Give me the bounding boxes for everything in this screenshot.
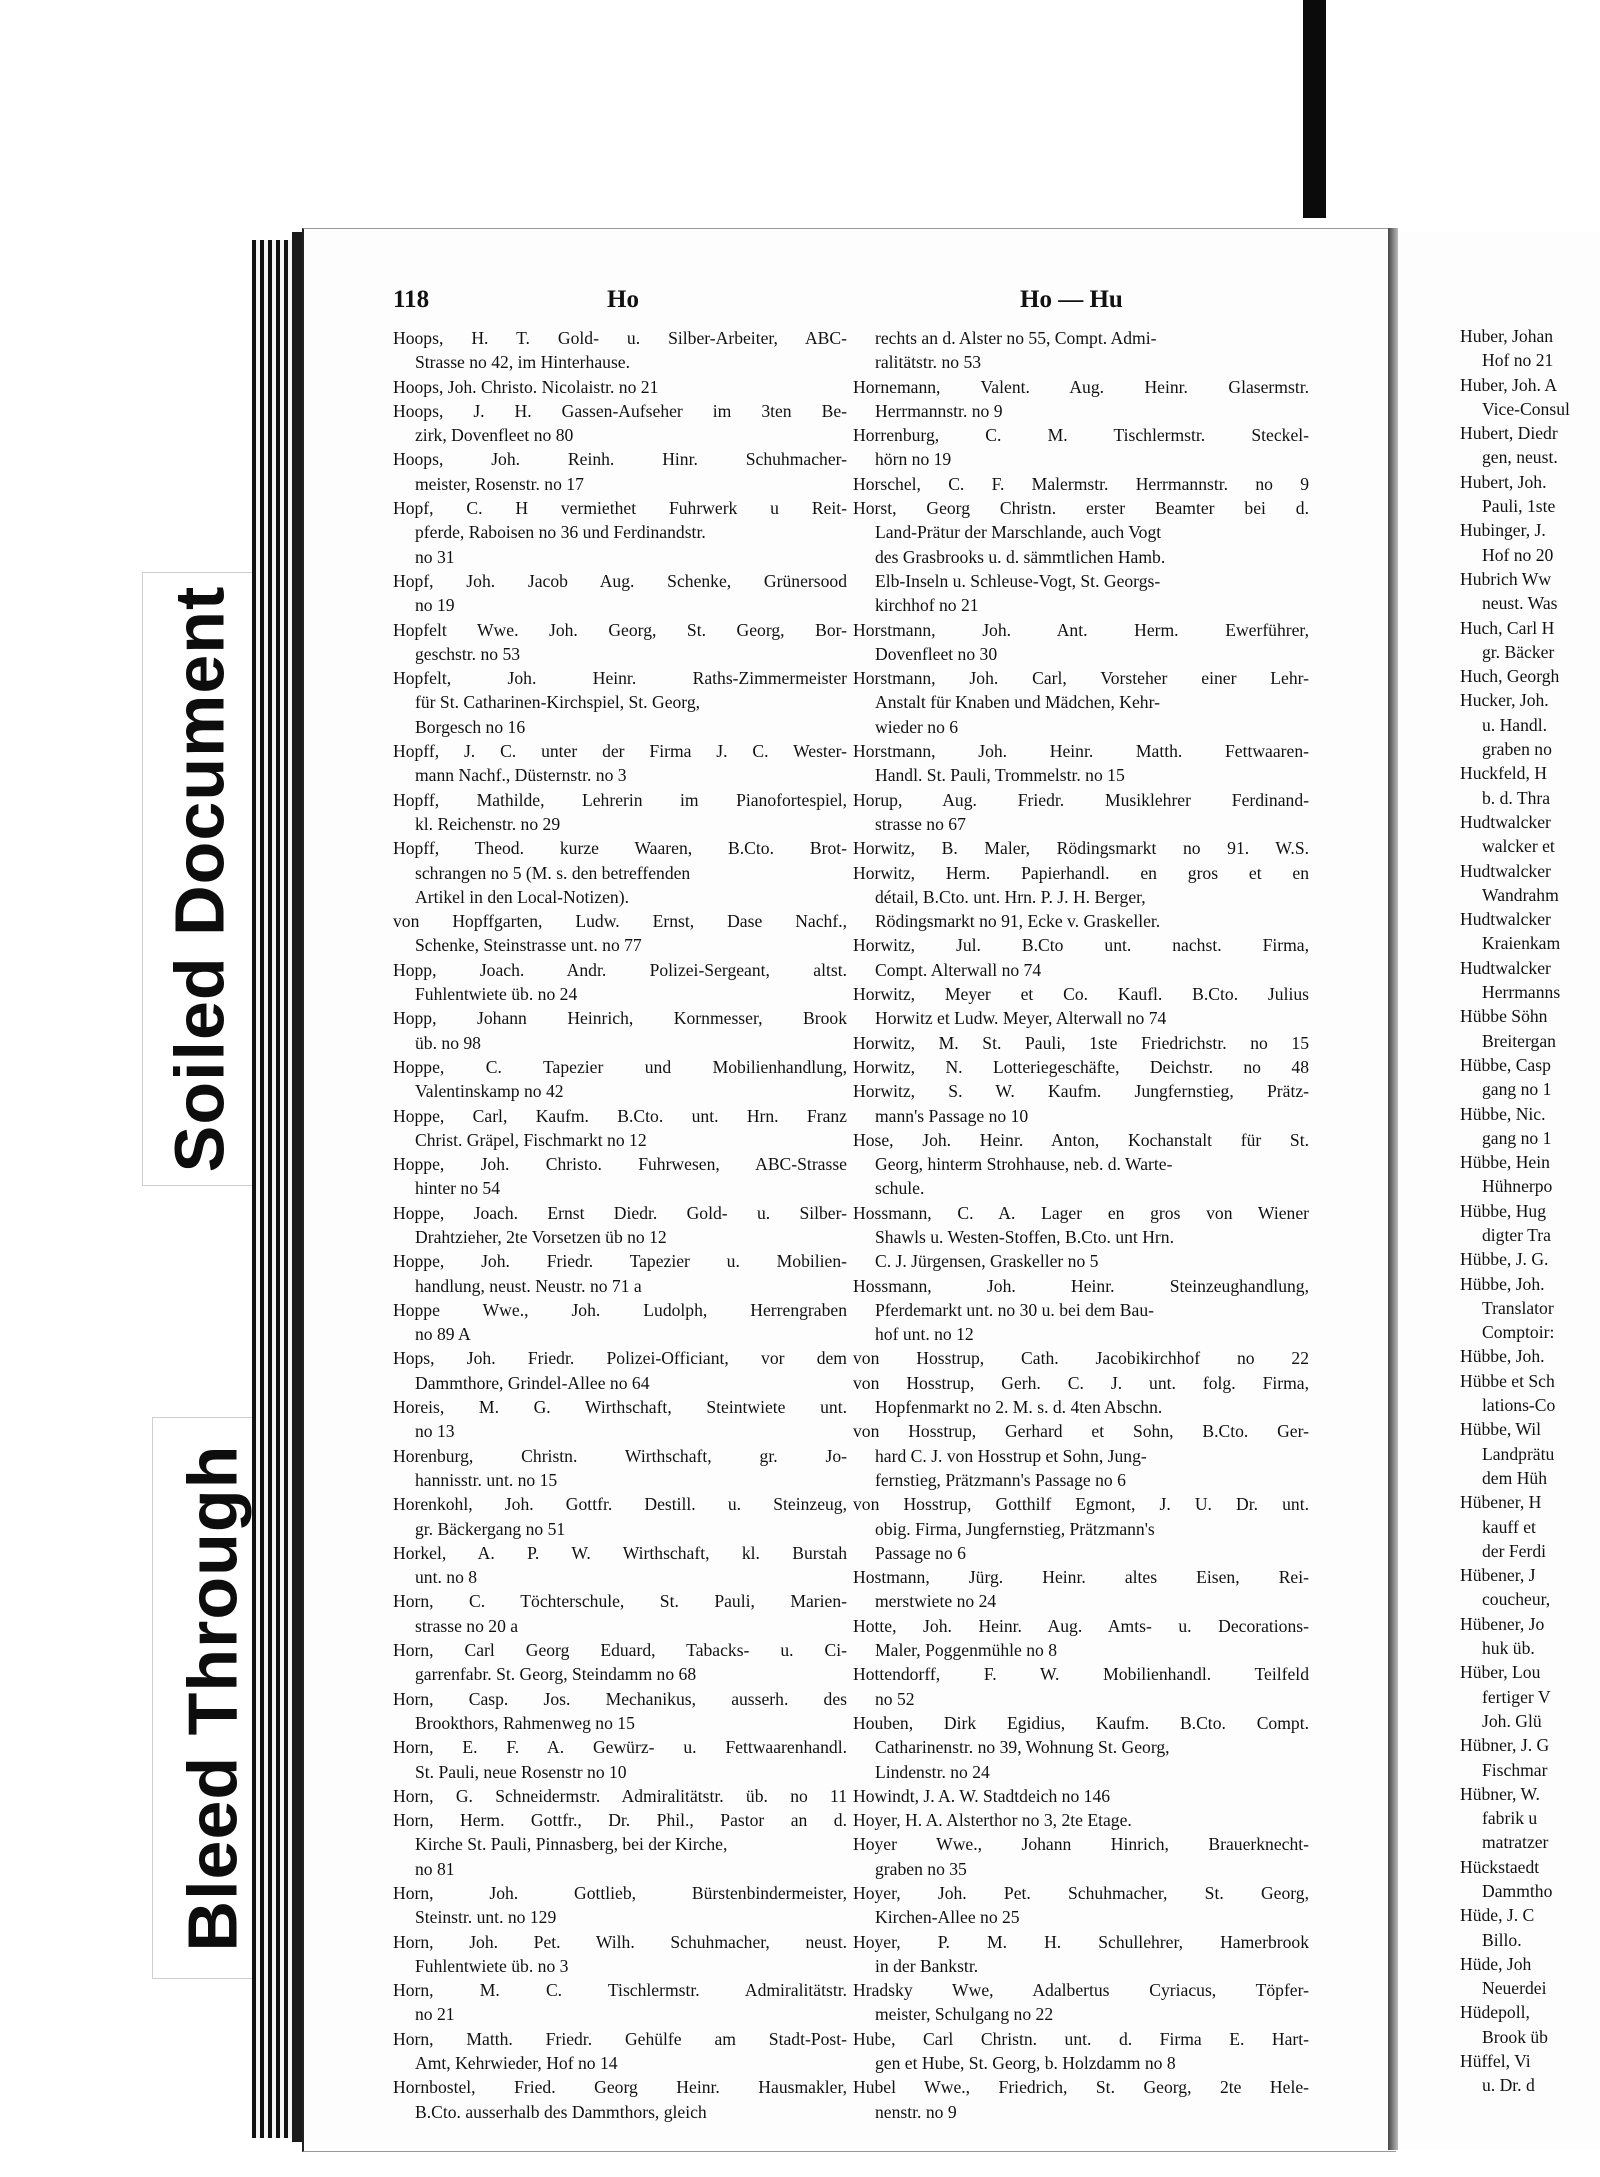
directory-line: Hühnerpo xyxy=(1482,1176,1553,1197)
directory-line: Hradsky Wwe, Adalbertus Cyriacus, Töpfer- xyxy=(853,1980,1309,2001)
directory-line: Breitergan xyxy=(1482,1030,1556,1051)
directory-line: hard C. J. von Hosstrup et Sohn, Jung- xyxy=(875,1445,1147,1466)
directory-line: Horup, Aug. Friedr. Musiklehrer Ferdinand- xyxy=(853,789,1309,810)
directory-line: Horn, Herm. Gottfr., Dr. Phil., Pastor an d. xyxy=(393,1810,847,1831)
directory-line: strasse no 20 a xyxy=(415,1615,519,1636)
directory-line: Handl. St. Pauli, Trommelstr. no 15 xyxy=(875,765,1125,786)
directory-line: ralitätstr. no 53 xyxy=(875,352,982,373)
directory-line: Hoppe, Joh. Friedr. Tapezier u. Mobilien- xyxy=(393,1251,847,1272)
directory-line: Horstmann, Joh. Heinr. Matth. Fettwaaren- xyxy=(853,741,1309,762)
directory-line: Horkel, A. P. W. Wirthschaft, kl. Burstah xyxy=(393,1542,847,1563)
directory-line: huk üb. xyxy=(1482,1638,1535,1659)
directory-line: Land-Prätur der Marschlande, auch Vogt xyxy=(875,522,1162,543)
directory-line: Vice-Consul xyxy=(1482,398,1570,419)
directory-line: Hof no 20 xyxy=(1482,544,1554,565)
directory-line: Dammthore, Grindel-Allee no 64 xyxy=(415,1372,650,1393)
directory-line: kl. Reichenstr. no 29 xyxy=(415,813,561,834)
directory-line: coucheur, xyxy=(1482,1589,1551,1610)
directory-line: Horrenburg, C. M. Tischlermstr. Steckel- xyxy=(853,425,1309,446)
directory-line: Horwitz, B. Maler, Rödingsmarkt no 91. W.S. xyxy=(853,838,1309,859)
directory-line: rechts an d. Alster no 55, Compt. Admi- xyxy=(875,328,1157,348)
directory-line: gr. Bäckergang no 51 xyxy=(415,1518,566,1539)
directory-line: Horn, M. C. Tischlermstr. Admiralitätstr. xyxy=(393,1980,847,2001)
directory-line: obig. Firma, Jungfernstieg, Prätzmann's xyxy=(875,1518,1155,1539)
soiled-document-label xyxy=(142,572,256,1186)
directory-line: gen, neust. xyxy=(1482,447,1558,468)
directory-line: der Ferdi xyxy=(1482,1540,1547,1561)
directory-line: détail, B.Cto. unt. Hrn. P. J. H. Berger, xyxy=(875,886,1146,907)
directory-line: Hoops, Joh. Reinh. Hinr. Schuhmacher- xyxy=(393,449,847,470)
directory-line: geschstr. no 53 xyxy=(415,643,521,664)
directory-line: no 52 xyxy=(875,1688,915,1709)
directory-line: Fischmar xyxy=(1482,1759,1548,1780)
page-number: 118 xyxy=(393,286,430,313)
directory-line: fernstieg, Prätzmann's Passage no 6 xyxy=(875,1469,1126,1490)
directory-line: Huch, Georgh xyxy=(1460,666,1560,687)
directory-line: Hopff, J. C. unter der Firma J. C. Wester- xyxy=(393,741,847,762)
directory-line: Herrmannstr. no 9 xyxy=(875,400,1003,421)
directory-line: Hudtwalcker xyxy=(1460,811,1551,832)
directory-line: Hornbostel, Fried. Georg Heinr. Hausmakler, xyxy=(393,2077,847,2098)
directory-line: Hopff, Theod. kurze Waaren, B.Cto. Brot- xyxy=(393,838,847,859)
directory-line: gang no 1 xyxy=(1482,1079,1552,1100)
directory-line: Horn, Joh. Pet. Wilh. Schuhmacher, neust. xyxy=(393,1931,847,1952)
running-head-left: Ho xyxy=(607,286,639,313)
directory-line: Horeis, M. G. Wirthschaft, Steintwiete unt. xyxy=(393,1397,847,1418)
directory-line: Horst, Georg Christn. erster Beamter bei d. xyxy=(853,498,1309,519)
directory-line: Steinstr. unt. no 129 xyxy=(415,1907,557,1928)
directory-line: Hübener, Jo xyxy=(1460,1613,1545,1634)
directory-line: Hückstaedt xyxy=(1460,1856,1540,1877)
directory-line: Joh. Glü xyxy=(1482,1710,1542,1731)
directory-line: meister, Rosenstr. no 17 xyxy=(415,473,584,494)
directory-line: Herrmanns xyxy=(1482,982,1561,1003)
directory-line: Georg, hinterm Strohhause, neb. d. Warte- xyxy=(875,1154,1173,1175)
directory-line: Horwitz, Herm. Papierhandl. en gros et en xyxy=(853,862,1309,883)
directory-line: no 19 xyxy=(415,595,455,616)
directory-line: Horwitz, Meyer et Co. Kaufl. B.Cto. Julius xyxy=(853,984,1309,1005)
directory-line: Artikel in den Local-Notizen). xyxy=(415,886,629,907)
directory-line: Huckfeld, H xyxy=(1460,763,1547,784)
directory-line: Pauli, 1ste xyxy=(1482,496,1556,517)
directory-line: Hoyer Wwe., Johann Hinrich, Brauerknecht- xyxy=(853,1834,1309,1855)
directory-line: Passage no 6 xyxy=(875,1542,966,1563)
directory-line: Hübbe, Hug xyxy=(1460,1200,1547,1221)
directory-line: Hof no 21 xyxy=(1482,350,1554,371)
directory-line: Hudtwalcker xyxy=(1460,957,1551,978)
directory-column-left xyxy=(393,326,847,2124)
directory-line: Wandrahm xyxy=(1482,884,1559,905)
directory-line: Hossmann, C. A. Lager en gros von Wiener xyxy=(853,1202,1309,1223)
directory-line: Hubel Wwe., Friedrich, St. Georg, 2te Hele- xyxy=(853,2077,1309,2098)
directory-line: Hubrich Ww xyxy=(1460,568,1552,589)
directory-line: Hübener, H xyxy=(1460,1492,1542,1513)
directory-line: B.Cto. ausserhalb des Dammthors, gleich xyxy=(415,2101,707,2122)
directory-line: Horn, E. F. A. Gewürz- u. Fettwaarenhandl. xyxy=(393,1737,847,1758)
directory-line: graben no xyxy=(1482,739,1552,760)
directory-line: Horenkohl, Joh. Gottfr. Destill. u. Steinzeug, xyxy=(393,1494,847,1515)
directory-line: Hüde, Joh xyxy=(1460,1953,1532,1974)
directory-line: von Hosstrup, Gotthilf Egmont, J. U. Dr. unt. xyxy=(853,1494,1309,1515)
directory-line: hof unt. no 12 xyxy=(875,1324,974,1345)
directory-line: fertiger V xyxy=(1482,1686,1551,1707)
directory-line: Hopfelt, Joh. Heinr. Raths-Zimmermeister xyxy=(393,668,847,689)
directory-line: Hübbe, Joh. xyxy=(1460,1273,1545,1294)
directory-line: von Hosstrup, Cath. Jacobikirchhof no 22 xyxy=(853,1348,1309,1369)
directory-line: Rödingsmarkt no 91, Ecke v. Graskeller. xyxy=(875,911,1161,932)
directory-line: Hotte, Joh. Heinr. Aug. Amts- u. Decorations- xyxy=(853,1615,1309,1636)
directory-line: Hübbe, Nic. xyxy=(1460,1103,1546,1124)
directory-line: Drahtzieher, 2te Vorsetzen üb no 12 xyxy=(415,1226,667,1247)
directory-line: Hopff, Mathilde, Lehrerin im Pianofortespiel, xyxy=(393,789,847,810)
directory-line: schrangen no 5 (M. s. den betreffenden xyxy=(415,862,691,883)
directory-line: Hoyer, Joh. Pet. Schuhmacher, St. Georg, xyxy=(853,1883,1309,1903)
directory-line: Borgesch no 16 xyxy=(415,716,526,737)
directory-line: Hubert, Joh. xyxy=(1460,471,1547,492)
directory-line: Hopf, Joh. Jacob Aug. Schenke, Grünersood xyxy=(393,570,847,591)
directory-line: Hopf, C. H vermiethet Fuhrwerk u Reit- xyxy=(393,498,847,519)
directory-line: Horenburg, Christn. Wirthschaft, gr. Jo- xyxy=(393,1445,847,1466)
directory-line: Huber, Joh. A xyxy=(1460,374,1558,395)
directory-line: von Hopffgarten, Ludw. Ernst, Dase Nachf., xyxy=(393,911,847,932)
directory-line: matratzer xyxy=(1482,1832,1549,1853)
directory-line: Amt, Kehrwieder, Hof no 14 xyxy=(415,2053,618,2074)
directory-line: Fuhlentwiete üb. no 24 xyxy=(415,984,578,1005)
directory-line: fabrik u xyxy=(1482,1808,1538,1829)
directory-line: Elb-Inseln u. Schleuse-Vogt, St. Georgs- xyxy=(875,570,1161,591)
directory-line: no 89 A xyxy=(415,1324,471,1345)
directory-line: Hoppe, Carl, Kaufm. B.Cto. unt. Hrn. Franz xyxy=(393,1105,847,1126)
bleed-through-text: Bleed Through xyxy=(173,1444,251,1952)
directory-line: Hops, Joh. Friedr. Polizei-Officiant, vor dem xyxy=(393,1348,847,1369)
directory-line: Hübbe, Hein xyxy=(1460,1152,1550,1173)
directory-line: hörn no 19 xyxy=(875,449,952,470)
directory-line: hannisstr. unt. no 15 xyxy=(415,1469,558,1490)
directory-line: Hüdepoll, xyxy=(1460,2002,1530,2023)
directory-line: Horn, Matth. Friedr. Gehülfe am Stadt-Post- xyxy=(393,2028,847,2049)
directory-line: Horwitz, S. W. Kaufm. Jungfernstieg, Prätz- xyxy=(853,1081,1309,1102)
directory-line: Compt. Alterwall no 74 xyxy=(875,959,1042,980)
directory-line: Shawls u. Westen-Stoffen, B.Cto. unt Hrn. xyxy=(875,1226,1174,1247)
directory-line: walcker et xyxy=(1482,836,1555,857)
directory-line: Lindenstr. no 24 xyxy=(875,1761,990,1782)
directory-line: no 31 xyxy=(415,546,455,567)
directory-line: Billo. xyxy=(1482,1929,1522,1950)
directory-line: Horn, C. Töchterschule, St. Pauli, Marien- xyxy=(393,1591,847,1612)
directory-line: Anstalt für Knaben und Mädchen, Kehr- xyxy=(875,692,1160,713)
directory-line: Hübner, W. xyxy=(1460,1783,1540,1804)
directory-line: Hopfelt Wwe. Joh. Georg, St. Georg, Bor- xyxy=(393,619,847,640)
directory-line: Horn, G. Schneidermstr. Admiralitätstr. üb. no 11 xyxy=(393,1785,847,1806)
directory-line: Hübbe, Wil xyxy=(1460,1419,1542,1440)
directory-line: lations-Co xyxy=(1482,1395,1556,1416)
directory-line: nenstr. no 9 xyxy=(875,2101,957,2122)
directory-line: Landprätu xyxy=(1482,1443,1555,1464)
directory-line: Huch, Carl H xyxy=(1460,617,1555,638)
directory-line: Translator xyxy=(1482,1297,1554,1318)
directory-line: Horn, Casp. Jos. Mechanikus, ausserh. des xyxy=(393,1688,847,1709)
page-gutter xyxy=(1388,228,1398,2150)
directory-line: von Hosstrup, Gerhard et Sohn, B.Cto. Ger- xyxy=(853,1421,1309,1442)
directory-line: Hübbe, J. G. xyxy=(1460,1249,1549,1270)
directory-line: Hübner, J. G xyxy=(1460,1735,1550,1756)
directory-line: digter Tra xyxy=(1482,1224,1551,1245)
directory-line: für St. Catharinen-Kirchspiel, St. Georg, xyxy=(415,692,701,713)
directory-line: Hüffel, Vi xyxy=(1460,2051,1531,2072)
directory-line: Pferdemarkt unt. no 30 u. bei dem Bau- xyxy=(875,1299,1154,1320)
directory-line: Valentinskamp no 42 xyxy=(415,1081,564,1102)
directory-line: Hubert, Diedr xyxy=(1460,423,1558,444)
directory-line: kirchhof no 21 xyxy=(875,595,979,616)
directory-line: Hoppe, C. Tapezier und Mobilienhandlung, xyxy=(393,1056,847,1077)
directory-line: Hübbe, Casp xyxy=(1460,1054,1551,1075)
directory-line: neust. Was xyxy=(1482,593,1558,614)
directory-line: Hubinger, J. xyxy=(1460,520,1546,541)
directory-line: Kirchen-Allee no 25 xyxy=(875,1907,1020,1928)
directory-line: u. Dr. d xyxy=(1482,2075,1535,2096)
directory-line: Catharinenstr. no 39, Wohnung St. Georg, xyxy=(875,1737,1170,1758)
soiled-document-text: Soiled Document xyxy=(160,585,239,1173)
directory-line: mann's Passage no 10 xyxy=(875,1105,1029,1126)
directory-line: Hudtwalcker xyxy=(1460,860,1551,881)
directory-line: mann Nachf., Düsternstr. no 3 xyxy=(415,765,627,786)
directory-column-right xyxy=(853,326,1309,2124)
directory-line: Hopfenmarkt no 2. M. s. d. 4ten Abschn. xyxy=(875,1397,1163,1418)
directory-line: gr. Bäcker xyxy=(1482,641,1555,662)
directory-line: Hoppe, Joh. Christo. Fuhrwesen, ABC-Strasse xyxy=(393,1154,847,1175)
directory-line: Horwitz, N. Lotteriegeschäfte, Deichstr. no 48 xyxy=(853,1056,1309,1077)
directory-line: Hoops, Joh. Christo. Nicolaistr. no 21 xyxy=(393,376,659,397)
directory-line: gen et Hube, St. Georg, b. Holzdamm no 8 xyxy=(875,2053,1176,2074)
directory-column-next-page xyxy=(1460,324,1600,2098)
directory-line: Maler, Poggenmühle no 8 xyxy=(875,1640,1058,1661)
directory-line: Hopp, Joach. Andr. Polizei-Sergeant, altst. xyxy=(393,959,847,980)
directory-line: Brookthors, Rahmenweg no 15 xyxy=(415,1712,635,1733)
directory-line: Hube, Carl Christn. unt. d. Firma E. Hart- xyxy=(853,2028,1309,2049)
directory-line: von Hosstrup, Gerh. C. J. unt. folg. Firma, xyxy=(853,1372,1309,1393)
directory-line: Hudtwalcker xyxy=(1460,909,1551,930)
directory-line: Dammtho xyxy=(1482,1881,1553,1901)
directory-line: pferde, Raboisen no 36 und Ferdinandstr. xyxy=(415,522,706,543)
directory-line: Hüde, J. C xyxy=(1460,1905,1535,1926)
directory-line: St. Pauli, neue Rosenstr no 10 xyxy=(415,1761,627,1782)
directory-line: Houben, Dirk Egidius, Kaufm. B.Cto. Compt. xyxy=(853,1712,1309,1733)
directory-line: schule. xyxy=(875,1178,925,1199)
directory-line: strasse no 67 xyxy=(875,813,966,834)
directory-line: kauff et xyxy=(1482,1516,1536,1537)
directory-line: merstwiete no 24 xyxy=(875,1591,997,1612)
directory-line: Horn, Joh. Gottlieb, Bürstenbindermeister, xyxy=(393,1883,847,1903)
directory-line: Hostmann, Jürg. Heinr. altes Eisen, Rei- xyxy=(853,1567,1309,1588)
directory-line: Kraienkam xyxy=(1482,933,1561,954)
directory-line: Neuerdei xyxy=(1482,1978,1547,1999)
directory-line: no 21 xyxy=(415,2004,455,2025)
directory-line: wieder no 6 xyxy=(875,716,959,737)
directory-line: Dovenfleet no 30 xyxy=(875,643,998,664)
directory-line: Horwitz, Jul. B.Cto unt. nachst. Firma, xyxy=(853,935,1309,956)
directory-line: Horstmann, Joh. Carl, Vorsteher einer Lehr- xyxy=(853,668,1309,689)
directory-line: garrenfabr. St. Georg, Steindamm no 68 xyxy=(415,1664,697,1685)
directory-line: Hübbe Söhn xyxy=(1460,1006,1548,1027)
directory-line: Hornemann, Valent. Aug. Heinr. Glasermstr. xyxy=(853,376,1309,397)
directory-line: Horwitz et Ludw. Meyer, Alterwall no 74 xyxy=(875,1008,1167,1029)
directory-line: Schenke, Steinstrasse unt. no 77 xyxy=(415,935,642,956)
directory-line: Brook üb xyxy=(1482,2026,1548,2047)
directory-line: b. d. Thra xyxy=(1482,787,1551,808)
directory-line: Hübbe, Joh. xyxy=(1460,1346,1545,1367)
directory-line: Fuhlentwiete üb. no 3 xyxy=(415,1955,569,1976)
running-head-right: Ho — Hu xyxy=(1020,286,1123,313)
directory-line: Comptoir: xyxy=(1482,1322,1555,1343)
directory-line: Hoops, J. H. Gassen-Aufseher im 3ten Be- xyxy=(393,400,847,421)
directory-line: no 81 xyxy=(415,1858,455,1879)
directory-line: Hoppe, Joach. Ernst Diedr. Gold- u. Silber- xyxy=(393,1202,847,1223)
directory-line: Hucker, Joh. xyxy=(1460,690,1549,711)
directory-line: Hopp, Johann Heinrich, Kornmesser, Brook xyxy=(393,1008,847,1029)
directory-line: C. J. Jürgensen, Graskeller no 5 xyxy=(875,1251,1099,1272)
directory-line: Hoyer, H. A. Alsterthor no 3, 2te Etage. xyxy=(853,1810,1132,1831)
directory-line: Strasse no 42, im Hinterhause. xyxy=(415,352,630,373)
directory-line: Hoyer, P. M. H. Schullehrer, Hamerbrook xyxy=(853,1931,1309,1952)
directory-line: no 13 xyxy=(415,1421,455,1442)
directory-line: üb. no 98 xyxy=(415,1032,481,1053)
directory-line: Hossmann, Joh. Heinr. Steinzeughandlung, xyxy=(853,1275,1309,1296)
directory-line: Horschel, C. F. Malermstr. Herrmannstr. no 9 xyxy=(853,473,1309,494)
directory-line: Kirche St. Pauli, Pinnasberg, bei der Kirche, xyxy=(415,1834,728,1855)
directory-line: Horn, Carl Georg Eduard, Tabacks- u. Ci- xyxy=(393,1640,847,1661)
directory-line: Horstmann, Joh. Ant. Herm. Ewerführer, xyxy=(853,619,1309,640)
directory-line: Horwitz, M. St. Pauli, 1ste Friedrichstr. no 15 xyxy=(853,1032,1309,1053)
directory-line: des Grasbrooks u. d. sämmtlichen Hamb. xyxy=(875,546,1166,567)
directory-line: meister, Schulgang no 22 xyxy=(875,2004,1054,2025)
directory-line: Hübbe et Sch xyxy=(1460,1370,1555,1391)
directory-line: dem Hüh xyxy=(1482,1467,1547,1488)
directory-line: Huber, Johan xyxy=(1460,326,1554,346)
directory-line: Christ. Gräpel, Fischmarkt no 12 xyxy=(415,1129,647,1150)
directory-line: gang no 1 xyxy=(1482,1127,1552,1148)
directory-line: in der Bankstr. xyxy=(875,1955,979,1976)
directory-line: u. Handl. xyxy=(1482,714,1547,735)
directory-line: Hüber, Lou xyxy=(1460,1662,1541,1683)
directory-line: Howindt, J. A. W. Stadtdeich no 146 xyxy=(853,1785,1111,1806)
directory-line: graben no 35 xyxy=(875,1858,967,1879)
directory-line: Hoppe Wwe., Joh. Ludolph, Herrengraben xyxy=(393,1299,847,1320)
directory-line: Hoops, H. T. Gold- u. Silber-Arbeiter, ABC- xyxy=(393,328,847,348)
directory-line: Hottendorff, F. W. Mobilienhandl. Teilfeld xyxy=(853,1664,1309,1685)
directory-line: hinter no 54 xyxy=(415,1178,501,1199)
directory-line: zirk, Dovenfleet no 80 xyxy=(415,425,574,446)
binding-strip xyxy=(1303,0,1326,218)
directory-line: Hose, Joh. Heinr. Anton, Kochanstalt für St. xyxy=(853,1129,1309,1150)
directory-line: unt. no 8 xyxy=(415,1567,478,1588)
directory-line: Hübener, J xyxy=(1460,1565,1536,1586)
directory-line: handlung, neust. Neustr. no 71 a xyxy=(415,1275,642,1296)
